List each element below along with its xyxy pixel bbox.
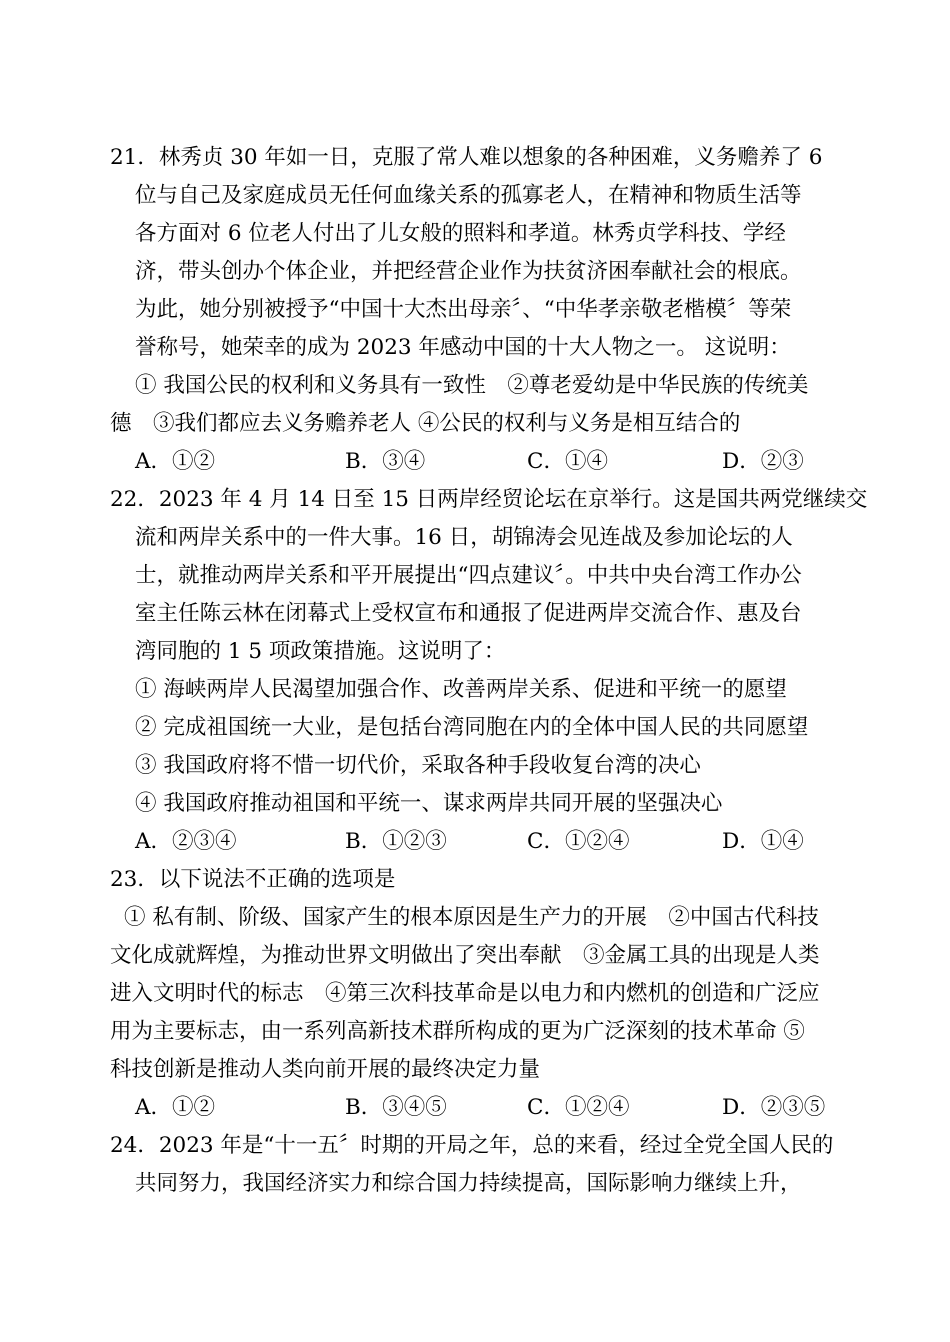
q21-line-1: 21．林秀贞 30 年如一日，克服了常人难以想象的各种困难，义务赡养了 6 [110, 145, 823, 170]
q23-line-3: 文化成就辉煌，为推动世界文明做出了突出奉献 ③金属工具的出现是人类 [110, 943, 820, 968]
q23-option-b: B．③④⑤ [345, 1095, 447, 1120]
q22-line-2: 流和两岸关系中的一件大事。16 日，胡锦涛会见连战及参加论坛的人 [135, 525, 793, 550]
q21-line-4: 济，带头创办个体企业，并把经营企业作为扶贫济困奉献社会的根底。 [135, 259, 802, 284]
q22-option-a: A．②③④ [135, 829, 237, 854]
q22-option-c: C．①②④ [527, 829, 630, 854]
q22-line-3: 士，就推动两岸关系和平开展提出“四点建议〞。中共中央台湾工作办公 [135, 563, 802, 588]
q21-line-8: 德 ③我们都应去义务赡养老人 ④公民的权利与义务是相互结合的 [110, 411, 741, 436]
q21-option-b: B．③④ [345, 449, 426, 474]
q21-line-5: 为此，她分别被授予“中国十大杰出母亲〞、“中华孝亲敬老楷模〞等荣 [135, 297, 792, 322]
q24-line-1: 24．2023 年是“十一五〞时期的开局之年，总的来看，经过全党全国人民的 [110, 1133, 834, 1158]
q22-line-5: 湾同胞的 1 5 项政策措施。这说明了： [135, 639, 506, 664]
q22-option-b: B．①②③ [345, 829, 447, 854]
q22-line-7: ② 完成祖国统一大业，是包括台湾同胞在内的全体中国人民的共同愿望 [135, 715, 809, 740]
q23-line-4: 进入文明时代的标志 ④第三次科技革命是以电力和内燃机的创造和广泛应 [110, 981, 820, 1006]
q21-line-6: 誉称号，她荣幸的成为 2023 年感动中国的十大人物之一。 这说明： [135, 335, 791, 360]
q22-line-8: ③ 我国政府将不惜一切代价，采取各种手段收复台湾的决心 [135, 753, 701, 778]
q23-line-6: 科技创新是推动人类向前开展的最终决定力量 [110, 1057, 541, 1082]
q23-line-1: 23．以下说法不正确的选项是 [110, 867, 396, 892]
q23-option-a: A．①② [135, 1095, 216, 1120]
q22-line-9: ④ 我国政府推动祖国和平统一、谋求两岸共同开展的坚强决心 [135, 791, 723, 816]
q22-line-6: ① 海峡两岸人民渴望加强合作、改善两岸关系、促进和平统一的愿望 [135, 677, 787, 702]
q23-option-d: D．②③⑤ [722, 1095, 826, 1120]
q22-option-d: D．①④ [722, 829, 804, 854]
q21-line-3: 各方面对 6 位老人付出了儿女般的照料和孝道。林秀贞学科技、学经 [135, 221, 786, 246]
q22-line-1: 22．2023 年 4 月 14 日至 15 日两岸经贸论坛在京举行。这是国共两党继续交 [110, 487, 868, 512]
q21-line-2: 位与自己及家庭成员无任何血缘关系的孤寡老人，在精神和物质生活等 [135, 183, 802, 208]
q21-option-a: A．①② [135, 449, 216, 474]
q23-line-5: 用为主要标志，由一系列高新技术群所构成的更为广泛深刻的技术革命 ⑤ [110, 1019, 805, 1044]
q21-option-c: C．①④ [527, 449, 608, 474]
q23-line-2: ① 私有制、阶级、国家产生的根本原因是生产力的开展 ②中国古代科技 [124, 905, 819, 930]
q21-line-7: ① 我国公民的权利和义务具有一致性 ②尊老爱幼是中华民族的传统美 [135, 373, 809, 398]
q24-line-2: 共同努力，我国经济实力和综合国力持续提高，国际影响力继续上升， [135, 1171, 802, 1196]
q23-option-c: C．①②④ [527, 1095, 630, 1120]
q21-option-d: D．②③ [722, 449, 804, 474]
q22-line-4: 室主任陈云林在闭幕式上受权宣布和通报了促进两岸交流合作、惠及台 [135, 601, 802, 626]
